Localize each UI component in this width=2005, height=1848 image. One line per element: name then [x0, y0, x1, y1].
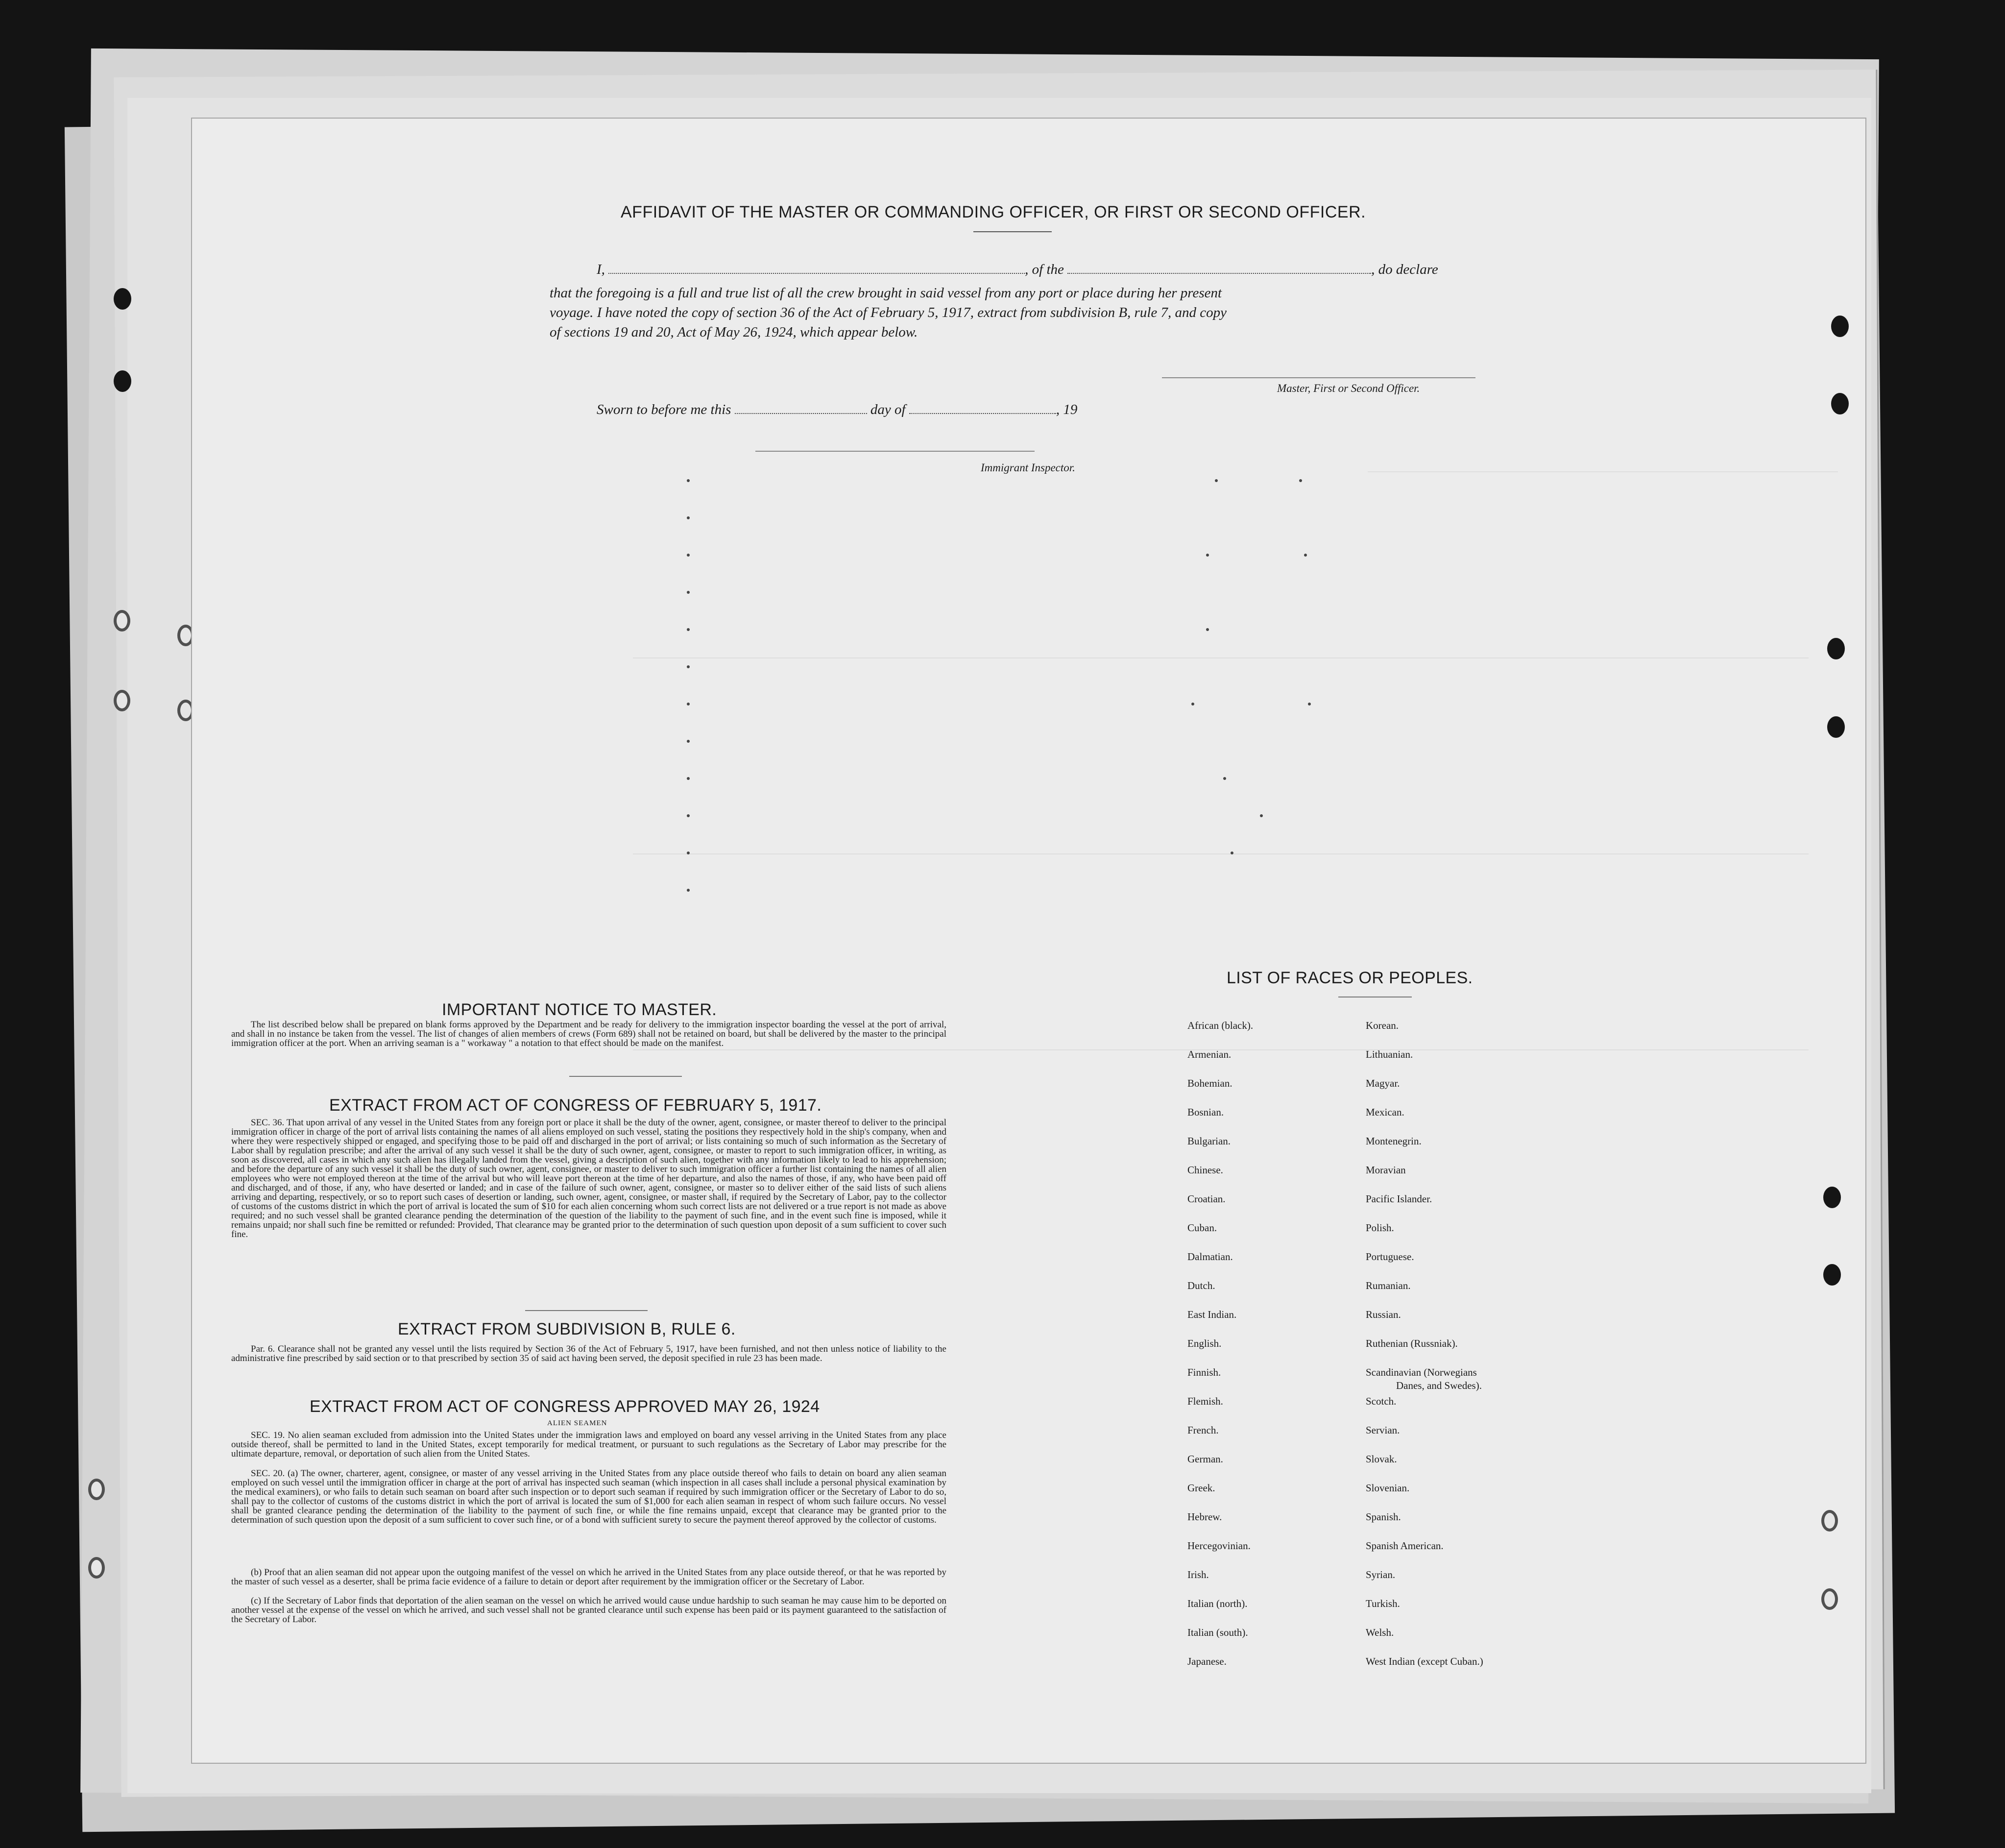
- dot: [687, 814, 690, 817]
- race-left: English.: [1187, 1337, 1222, 1349]
- race-left: Croatian.: [1187, 1193, 1226, 1205]
- dot: [1206, 554, 1209, 557]
- dot: [687, 740, 690, 743]
- dot: [1308, 703, 1311, 705]
- dot: [687, 777, 690, 780]
- race-right: Slovak.: [1366, 1453, 1397, 1465]
- race-right: Moravian: [1366, 1164, 1406, 1176]
- signature-caption: Master, First or Second Officer.: [1277, 382, 1420, 394]
- extract-1917-body: SEC. 36. That upon arrival of any vessel in the United States from any foreign port or place it shall be the duty of the owner, agent, consignee, or master thereof to deliver to the principal immigration officer in charge of the port of arrival lists containing the names of all aliens employed on such vessel, stating the positions they respectively hold in the ship's company, when and where they were respectively shipped or engaged, and specifying those to be paid off and discharged in the port of arrival; or lists containing so much of such information as the Secretary of Labor shall by regulation prescribe; and after the arrival of any such vessel it shall be the duty of such owner, agent, consignee, or master to report to such immigration officer, in writing, as soon as discovered, all cases in which any such alien has illegally landed from the vessel, giving a description of such alien, together with any information likely to lead to his apprehension; and before the departure of any such vessel it shall be the duty of such owner, agent, consignee, or master to deliver to such immigration officer a further list containing the names of all alien employees who were not employed thereon at the time of the arrival but who will leave port thereon at the time of her departure, and also the names of those, if any, who have been paid off and discharged, and of those, if any, who have deserted or landed; and in case of the failure of such owner, agent, consignee, or master so to deliver either of the said lists of such aliens arriving and departing, respectively, or so to report such cases of desertion or landing, such owner, agent, consignee, or master shall, if required by the Secretary of Labor, pay to the collector of customs of the customs district in which the port of arrival is located the sum of $10 for each alien concerning whom such correct lists are not delivered or a true report is not made as above required; and no such vessel shall be granted clearance pending the determination of the question of the liability to the payment of such fine, and in the event such fine is imposed, while it remains unpaid; nor shall such fine be remitted or refunded: Provided, That clearance may be granted prior to the determination of such question upon deposit of a sum sufficient to cover such fine.: [231, 1118, 946, 1240]
- race-left: Bulgarian.: [1187, 1135, 1231, 1147]
- race-right: Ruthenian (Russniak).: [1366, 1337, 1458, 1349]
- affidavit-title: AFFIDAVIT OF THE MASTER OR COMMANDING OFFICER, OR FIRST OR SECOND OFFICER.: [621, 203, 1366, 221]
- divider: [569, 1076, 682, 1077]
- race-right: Welsh.: [1366, 1627, 1394, 1638]
- race-right: Portuguese.: [1366, 1251, 1414, 1263]
- race-left: Greek.: [1187, 1482, 1215, 1494]
- dot: [687, 851, 690, 854]
- extract-1924-title: EXTRACT FROM ACT OF CONGRESS APPROVED MAY 26, 1924: [310, 1397, 820, 1416]
- dot: [687, 665, 690, 668]
- dot: [687, 591, 690, 594]
- race-right: Servian.: [1366, 1424, 1400, 1436]
- sworn-text: day of: [870, 402, 906, 417]
- affidavit-text: I,: [597, 262, 605, 277]
- dot: [687, 889, 690, 892]
- dot: [1206, 628, 1209, 631]
- inspector-signature-line: [755, 451, 1035, 452]
- sworn-text: Sworn to before me this: [597, 402, 731, 417]
- race-left: Bohemian.: [1187, 1077, 1232, 1089]
- race-left: Japanese.: [1187, 1655, 1227, 1667]
- race-right: Magyar.: [1366, 1077, 1400, 1089]
- race-left: Dutch.: [1187, 1280, 1215, 1291]
- extract-1917-title: EXTRACT FROM ACT OF CONGRESS OF FEBRUARY 5, 1917.: [329, 1096, 822, 1115]
- notice-title: IMPORTANT NOTICE TO MASTER.: [442, 1000, 717, 1019]
- dot: [1191, 703, 1194, 705]
- sec-20b-body: (b) Proof that an alien seaman did not appear upon the outgoing manifest of the vessel on which he arrived in the United States from any place outside thereof, or that he was reported by the master of such vessel as a deserter, shall be prima facie evidence of a failure to detain or deport after requirement by the immigration officer or the Secretary of Labor.: [231, 1567, 946, 1587]
- race-right: Scandinavian (Norwegians: [1366, 1366, 1477, 1378]
- rule-6-body: Par. 6. Clearance shall not be granted any vessel until the lists required by Section 36 of the Act of February 5, 1917, have been furnished, and not then unless notice of liability to the administrative fine prescribed by said section or to that prescribed by section 35 of said act having been served, the deposit specified in rule 23 has been made.: [231, 1344, 946, 1363]
- race-right: Pacific Islander.: [1366, 1193, 1432, 1205]
- sec-20a-body: SEC. 20. (a) The owner, charterer, agent, consignee, or master of any vessel arriving in the United States from any place outside thereof who fails to detain on board any alien seaman employed on such vessel until the immigration officer in charge at the port of arrival has inspected such seaman (which inspection in all cases shall include a personal physical examination by the medical examiners), or who fails to detain such seaman on board after such inspection or to deport such seaman if required by such immigration officer or the Secretary of Labor to do so, shall pay to the collector of customs of the customs district in which the port of arrival is located the sum of $1,000 for each alien seaman in respect of whom such failure occurs. No vessel shall be granted clearance pending the determination of the liability to the payment of such fine, or while the fine remains unpaid, except that clearance may be granted prior to the determination of such question upon the deposit of a sum sufficient to cover such fine, or of a bond with sufficient surety to secure the payment thereof approved by the collector of customs.: [231, 1468, 946, 1525]
- signature-line: [1162, 377, 1475, 378]
- race-right: Polish.: [1366, 1222, 1394, 1234]
- race-right: Lithuanian.: [1366, 1048, 1413, 1060]
- races-title: LIST OF RACES OR PEOPLES.: [1227, 969, 1473, 987]
- inspector-caption: Immigrant Inspector.: [981, 462, 1075, 474]
- race-left: Flemish.: [1187, 1395, 1223, 1407]
- dot: [1304, 554, 1307, 557]
- affidavit-line-1: [597, 262, 1498, 278]
- binder-hole: [1831, 316, 1849, 337]
- vessel-blank: [1067, 262, 1371, 274]
- race-right: Russian.: [1366, 1309, 1401, 1320]
- day-blank: [735, 402, 867, 414]
- affidavit-line-4: of sections 19 and 20, Act of May 26, 1924, which appear below.: [550, 324, 918, 340]
- form-sheet: [191, 118, 1866, 1764]
- race-right: West Indian (except Cuban.): [1366, 1655, 1483, 1667]
- race-right: Slovenian.: [1366, 1482, 1410, 1494]
- race-left: Finnish.: [1187, 1366, 1221, 1378]
- name-blank: [608, 262, 1025, 274]
- race-left: Hercegovinian.: [1187, 1540, 1251, 1552]
- race-left: African (black).: [1187, 1020, 1254, 1031]
- race-right: Scotch.: [1366, 1395, 1397, 1407]
- dot: [1215, 479, 1218, 482]
- binder-hole: [1831, 393, 1849, 414]
- divider: [973, 231, 1052, 232]
- binder-hole: [1823, 1187, 1841, 1208]
- race-right: Syrian.: [1366, 1569, 1396, 1581]
- race-left: East Indian.: [1187, 1309, 1237, 1320]
- binder-hole: [114, 288, 131, 310]
- bleed-through-line: [1368, 471, 1838, 472]
- affidavit-text: , of the: [1025, 262, 1064, 277]
- dot: [1299, 479, 1302, 482]
- race-left: German.: [1187, 1453, 1223, 1465]
- dot: [1231, 851, 1233, 854]
- race-left: Dalmatian.: [1187, 1251, 1233, 1263]
- extract-1924-subtitle: ALIEN SEAMEN: [547, 1419, 607, 1427]
- race-right: Montenegrin.: [1366, 1135, 1422, 1147]
- notice-body: The list described below shall be prepared on blank forms approved by the Department and be ready for delivery to the immigration inspector boarding the vessel at the port of arrival, and shall in no instance be taken from the vessel. The list of changes of alien members of crews (Form 689) shall not be retained on board, but shall be delivered by the master to the principal immigration officer at the port. When an arriving seaman is a " workaway " a notation to that effect should be made on the manifest.: [231, 1020, 946, 1048]
- sworn-text: , 19: [1056, 402, 1078, 417]
- dot: [1260, 814, 1263, 817]
- binder-hole: [114, 370, 131, 392]
- dot: [1223, 777, 1226, 780]
- race-left: Italian (south).: [1187, 1627, 1248, 1638]
- race-right: Spanish American.: [1366, 1540, 1444, 1552]
- bleed-through-line: [633, 657, 1809, 658]
- dot: [687, 479, 690, 482]
- race-left: Cuban.: [1187, 1222, 1217, 1234]
- affidavit-line-3: voyage. I have noted the copy of section 36 of the Act of February 5, 1917, extract from subdivision B, rule 7, and copy: [550, 305, 1227, 320]
- binder-hole: [88, 1557, 105, 1579]
- race-right: Korean.: [1366, 1020, 1399, 1031]
- binder-hole: [114, 690, 130, 711]
- affidavit-line-2: that the foregoing is a full and true list of all the crew brought in said vessel from any port or place during her present: [550, 285, 1222, 301]
- binder-hole: [1821, 1588, 1838, 1610]
- race-left: Hebrew.: [1187, 1511, 1222, 1523]
- race-left: Italian (north).: [1187, 1598, 1248, 1609]
- binder-hole: [1823, 1264, 1841, 1286]
- race-right: Rumanian.: [1366, 1280, 1411, 1291]
- race-right-continued: Danes, and Swedes).: [1396, 1380, 1482, 1391]
- race-right: Mexican.: [1366, 1106, 1404, 1118]
- affidavit-text: , do declare: [1371, 262, 1438, 277]
- dot: [687, 628, 690, 631]
- race-right: Spanish.: [1366, 1511, 1401, 1523]
- race-left: Armenian.: [1187, 1048, 1232, 1060]
- sworn-line: [597, 402, 1184, 418]
- race-left: French.: [1187, 1424, 1219, 1436]
- dot: [687, 554, 690, 557]
- bleed-through-line: [633, 853, 1809, 854]
- race-left: Bosnian.: [1187, 1106, 1224, 1118]
- binder-hole: [1827, 716, 1845, 738]
- race-left: Chinese.: [1187, 1164, 1223, 1176]
- binder-hole: [88, 1479, 105, 1500]
- binder-hole: [114, 610, 130, 632]
- binder-hole: [1827, 638, 1845, 659]
- rule-6-title: EXTRACT FROM SUBDIVISION B, RULE 6.: [398, 1320, 736, 1338]
- divider: [525, 1310, 648, 1311]
- dot: [687, 703, 690, 705]
- sec-20c-body: (c) If the Secretary of Labor finds that deportation of the alien seaman on the vessel on which he arrived would cause undue hardship to such seaman he may cause him to be deported on another vessel at the expense of the vessel on which he arrived, and such vessel shall not be granted clearance until such expense has been paid or its payment guaranteed to the satisfaction of the Secretary of Labor.: [231, 1596, 946, 1625]
- race-right: Turkish.: [1366, 1598, 1400, 1609]
- race-left: Irish.: [1187, 1569, 1209, 1581]
- sec-19-body: SEC. 19. No alien seaman excluded from admission into the United States under the immigration laws and employed on board any vessel arriving in the United States from any place outside thereof, shall be permitted to land in the United States, except temporarily for medical treatment, or pursuant to such regulations as the Secretary of Labor may prescribe for the ultimate departure, removal, or deportation of such alien from the United States.: [231, 1430, 946, 1459]
- month-blank: [909, 402, 1056, 414]
- dot: [687, 516, 690, 519]
- binder-hole: [1821, 1510, 1838, 1532]
